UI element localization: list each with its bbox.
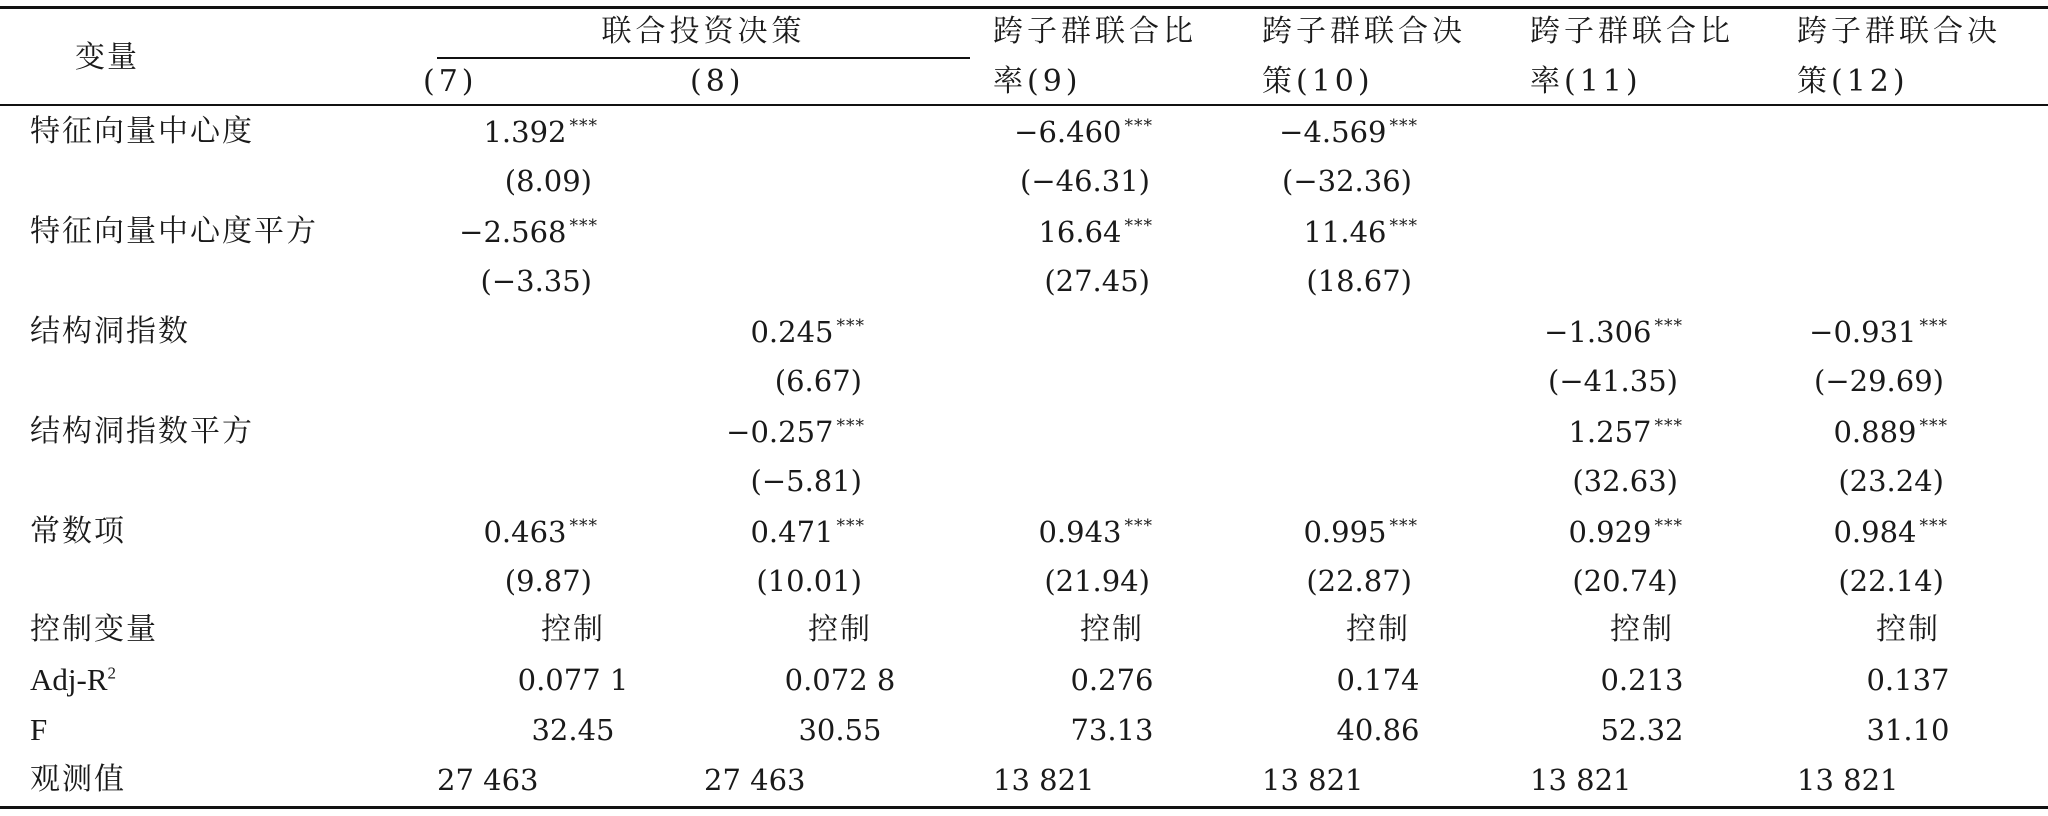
t-statistic: (−3.35) <box>480 264 592 298</box>
group-underline <box>437 57 970 59</box>
adj-r2-label: Adj-$R^2$ <box>30 662 116 697</box>
t-statistic: (27.45) <box>1044 264 1150 298</box>
adj-r2-value: 0.137 <box>1866 663 1950 697</box>
row-label: 结构洞指数 <box>30 314 190 349</box>
significance-stars: *** <box>836 516 865 537</box>
f-stat-value: 30.55 <box>798 713 882 747</box>
header-col-11-line1: 跨子群联合比 <box>1530 14 1734 49</box>
coef-value <box>298 514 598 550</box>
f-stat-value: 31.10 <box>1866 713 1950 747</box>
coef-number: 1.257 <box>1568 415 1652 449</box>
coef-value <box>853 214 1153 250</box>
t-statistic: (6.67) <box>774 364 862 398</box>
header-rule <box>0 104 2048 106</box>
t-statistic: (10.01) <box>756 564 862 598</box>
coef-value <box>1648 414 1948 450</box>
controls-value: 控制 <box>808 612 872 647</box>
t-statistic: (22.14) <box>1838 564 1944 598</box>
controls-value: 控制 <box>541 612 605 647</box>
significance-stars: *** <box>1389 216 1418 237</box>
header-col-10-line1: 跨子群联合决 <box>1262 14 1466 49</box>
coef-value <box>1118 214 1418 250</box>
coef-number: 0.995 <box>1303 515 1387 549</box>
controls-value: 控制 <box>1346 612 1410 647</box>
t-statistic: (−32.36) <box>1282 164 1412 198</box>
significance-stars: *** <box>1919 416 1948 437</box>
row-label: 结构洞指数平方 <box>30 414 254 449</box>
coef-number: 0.245 <box>750 315 834 349</box>
controls-label: 控制变量 <box>30 612 158 647</box>
coef-number: −4.569 <box>1279 115 1387 149</box>
observations-value: 27 463 <box>704 763 806 797</box>
significance-stars: *** <box>1654 516 1683 537</box>
coef-number: −0.931 <box>1809 315 1917 349</box>
coef-value <box>1383 514 1683 550</box>
significance-stars: *** <box>1124 216 1153 237</box>
controls-value: 控制 <box>1876 612 1940 647</box>
significance-stars: *** <box>1919 516 1948 537</box>
row-label: 常数项 <box>30 514 126 549</box>
f-stat-value: 52.32 <box>1600 713 1684 747</box>
coef-number: 11.46 <box>1303 215 1387 249</box>
significance-stars: *** <box>1124 116 1153 137</box>
t-statistic: (9.87) <box>504 564 592 598</box>
coef-number: −2.568 <box>459 215 567 249</box>
coef-number: −1.306 <box>1544 315 1652 349</box>
adj-r2-value: 0.174 <box>1336 663 1420 697</box>
coef-value <box>565 314 865 350</box>
coef-number: −6.460 <box>1014 115 1122 149</box>
t-statistic: (18.67) <box>1306 264 1412 298</box>
t-statistic: (−5.81) <box>750 464 862 498</box>
coef-value <box>565 514 865 550</box>
f-stat-label: F <box>30 712 48 747</box>
header-col-11-line2: 率(11) <box>1530 64 1642 99</box>
t-statistic: (−29.69) <box>1814 364 1944 398</box>
coef-number: 0.463 <box>483 515 567 549</box>
coef-number: −0.257 <box>726 415 834 449</box>
coef-number: 16.64 <box>1038 215 1122 249</box>
header-col-8-number: (8) <box>690 64 745 99</box>
significance-stars: *** <box>569 116 598 137</box>
coef-value <box>1383 414 1683 450</box>
header-col-9-line1: 跨子群联合比 <box>993 14 1197 49</box>
significance-stars: *** <box>1919 316 1948 337</box>
coef-value <box>853 514 1153 550</box>
significance-stars: *** <box>836 416 865 437</box>
t-statistic: (8.09) <box>504 164 592 198</box>
header-col-12-line2: 策(12) <box>1797 64 1909 99</box>
coef-value <box>1648 314 1948 350</box>
adj-r2-value: 0.072 8 <box>784 663 896 697</box>
header-variable: 变量 <box>75 40 139 75</box>
significance-stars: *** <box>1654 416 1683 437</box>
t-statistic: (32.63) <box>1572 464 1678 498</box>
top-rule <box>0 6 2048 9</box>
coef-value <box>853 114 1153 150</box>
controls-value: 控制 <box>1080 612 1144 647</box>
observations-value: 27 463 <box>437 763 539 797</box>
coef-value <box>1648 514 1948 550</box>
observations-value: 13 821 <box>1262 763 1364 797</box>
significance-stars: *** <box>569 216 598 237</box>
coef-value <box>1118 514 1418 550</box>
coef-number: 0.984 <box>1833 515 1917 549</box>
significance-stars: *** <box>569 516 598 537</box>
significance-stars: *** <box>1654 316 1683 337</box>
coef-value <box>298 114 598 150</box>
coef-number: 1.392 <box>483 115 567 149</box>
coef-number: 0.929 <box>1568 515 1652 549</box>
coef-value <box>1118 114 1418 150</box>
row-label: 特征向量中心度平方 <box>30 214 318 249</box>
coef-number: 0.943 <box>1038 515 1122 549</box>
f-stat-value: 40.86 <box>1336 713 1420 747</box>
adj-r2-value: 0.213 <box>1600 663 1684 697</box>
t-statistic: (22.87) <box>1306 564 1412 598</box>
t-statistic: (−46.31) <box>1020 164 1150 198</box>
bottom-rule <box>0 806 2048 809</box>
coef-value <box>298 214 598 250</box>
significance-stars: *** <box>1124 516 1153 537</box>
observations-label: 观测值 <box>30 762 126 797</box>
header-col-12-line1: 跨子群联合决 <box>1797 14 2001 49</box>
header-col-7-number: (7) <box>423 64 478 99</box>
coef-value <box>1383 314 1683 350</box>
adj-r2-value: 0.077 1 <box>517 663 629 697</box>
controls-value: 控制 <box>1610 612 1674 647</box>
coef-value <box>565 414 865 450</box>
f-stat-value: 73.13 <box>1070 713 1154 747</box>
significance-stars: *** <box>836 316 865 337</box>
significance-stars: *** <box>1389 116 1418 137</box>
header-group-title: 联合投资决策 <box>601 14 806 49</box>
significance-stars: *** <box>1389 516 1418 537</box>
header-col-9-line2: 率(9) <box>993 64 1082 99</box>
t-statistic: (21.94) <box>1044 564 1150 598</box>
header-col-10-line2: 策(10) <box>1262 64 1374 99</box>
t-statistic: (20.74) <box>1572 564 1678 598</box>
coef-number: 0.889 <box>1833 415 1917 449</box>
t-statistic: (−41.35) <box>1548 364 1678 398</box>
adj-r2-value: 0.276 <box>1070 663 1154 697</box>
f-stat-value: 32.45 <box>531 713 615 747</box>
observations-value: 13 821 <box>1530 763 1632 797</box>
adj-r2-superscript: 2 <box>107 663 116 683</box>
t-statistic: (23.24) <box>1838 464 1944 498</box>
observations-value: 13 821 <box>993 763 1095 797</box>
row-label: 特征向量中心度 <box>30 114 254 149</box>
coef-number: 0.471 <box>750 515 834 549</box>
observations-value: 13 821 <box>1797 763 1899 797</box>
